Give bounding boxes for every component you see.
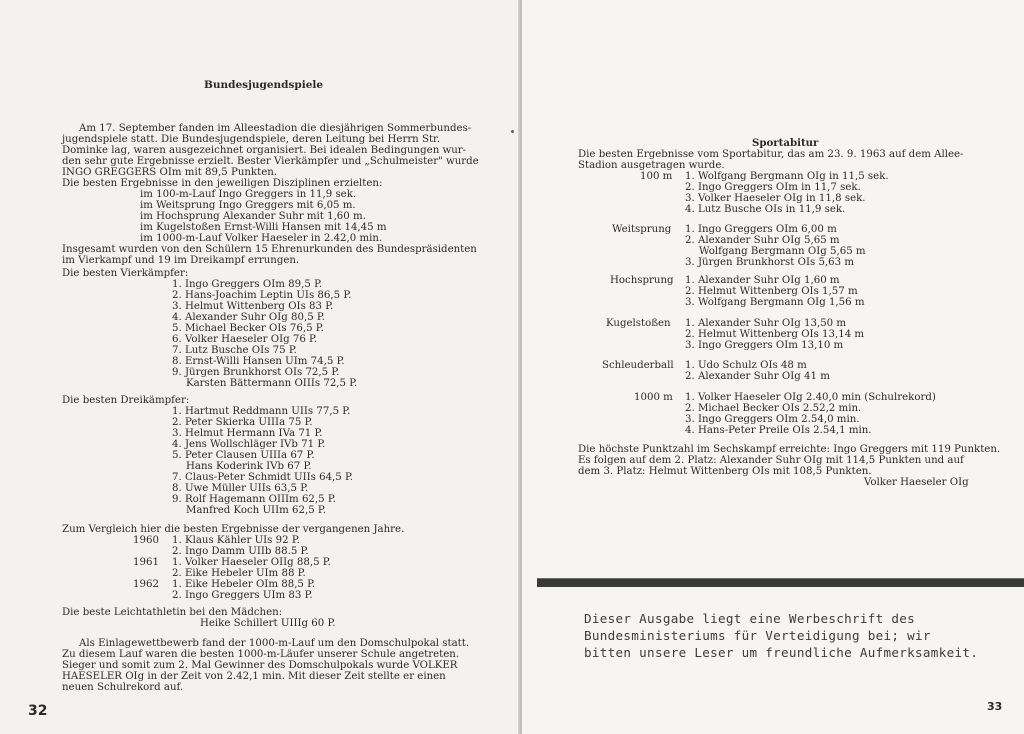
event-result: 3. Jürgen Brunkhorst OIs 5,63 m (685, 257, 855, 268)
right-page (522, 0, 1024, 734)
sport-closing-line: dem 3. Platz: Helmut Wittenberg OIs mit 108,5 Punkten. (578, 466, 872, 477)
intro-line: jugendspiele statt. Die Bundesjugendspiele, deren Leitung bei Herrn Str. (62, 134, 441, 145)
intro-line: Am 17. September fanden im Alleestadion die diesjährigen Sommerbundes- (79, 123, 472, 134)
sport-intro-line: Stadion ausgetragen wurde. (578, 160, 725, 171)
vierkampf-entry: 4. Alexander Suhr OIg 80,5 P. (172, 312, 325, 323)
event-name: 100 m (640, 171, 673, 182)
summary-line: im Vierkampf und 19 im Dreikampf errungen. (62, 255, 300, 266)
event-name: Weitsprung (612, 224, 672, 235)
sport-closing-line: Es folgen auf dem 2. Platz: Alexander Suhr OIg mit 114,5 Punkten und auf (578, 455, 964, 466)
sport-closing-line: Die höchste Punktzahl im Sechskampf erreichte: Ingo Greggers mit 119 Punkten. (578, 444, 1001, 455)
event-result: 1. Volker Haeseler OIg 2.40,0 min (Schulrekord) (685, 392, 936, 403)
event-name: Hochsprung (610, 275, 674, 286)
event-result: 4. Lutz Busche OIs in 11,9 sek. (685, 204, 846, 215)
vierkampf-entry: 7. Lutz Busche OIs 75 P. (172, 345, 297, 356)
vierkampf-entry: 6. Volker Haeseler OIg 76 P. (172, 334, 318, 345)
vergleich-entry: 1. Eike Hebeler OIm 88,5 P. (172, 579, 316, 590)
dreikampf-entry: 9. Rolf Hagemann OIIIm 62,5 P. (172, 494, 336, 505)
event-result: 2. Helmut Wittenberg OIs 1,57 m (685, 286, 858, 297)
dreikampf-entry: 4. Jens Wollschläger IVb 71 P. (172, 439, 326, 450)
notice-line: Dieser Ausgabe liegt eine Werbeschrift des (584, 611, 916, 626)
intro-line: INGO GREGGERS OIm mit 89,5 Punkten. (62, 167, 278, 178)
event-name: 1000 m (634, 392, 673, 403)
closing-line: HAESELER OIg in der Zeit von 2.42,1 min. Mit dieser Zeit stellte er einen (62, 671, 446, 682)
event-name: Kugelstoßen (606, 318, 671, 329)
closing-line: Als Einlagewettbewerb fand der 1000-m-Lauf um den Domschulpokal statt. (79, 638, 470, 649)
binding-mark (511, 130, 514, 133)
dreikampf-entry: 2. Peter Skierka UIIIa 75 P. (172, 417, 313, 428)
vergleich-year: 1960 (133, 535, 159, 546)
left-title: Bundesjugendspiele (204, 79, 324, 91)
event-result: 1. Udo Schulz OIs 48 m (685, 360, 807, 371)
vierkampf-heading: Die besten Vierkämpfer: (62, 268, 189, 279)
notice-line: Bundesministeriums für Verteidigung bei; wir (584, 628, 931, 643)
event-result: 2. Alexander Suhr OIg 5,65 m (685, 235, 840, 246)
vergleich-entry: 2. Ingo Greggers UIm 83 P. (172, 590, 313, 601)
vierkampf-entry: 5. Michael Becker OIs 76,5 P. (172, 323, 324, 334)
closing-line: neuen Schulrekord auf. (62, 682, 184, 693)
vierkampf-entry: 8. Ernst-Willi Hansen UIm 74,5 P. (172, 356, 345, 367)
leichtathletin-heading: Die beste Leichtathletin bei den Mädchen: (62, 607, 283, 618)
summary-line: Insgesamt wurden von den Schülern 15 Ehrenurkunden des Bundespräsidenten (62, 244, 477, 255)
closing-line: Sieger und somit zum 2. Mal Gewinner des Domschulpokals wurde VOLKER (62, 660, 458, 671)
dreikampf-entry: Manfred Koch UIIm 62,5 P. (186, 505, 326, 516)
dreikampf-entry: 7. Claus-Peter Schmidt UIIs 64,5 P. (172, 472, 354, 483)
discipline-line: im Hochsprung Alexander Suhr mit 1,60 m. (140, 211, 366, 222)
notice-line: bitten unsere Leser um freundliche Aufmerksamkeit. (584, 645, 979, 660)
event-result: 3. Wolfgang Bergmann OIg 1,56 m (685, 297, 865, 308)
discipline-line: im Kugelstoßen Ernst-Willi Hansen mit 14,45 m (140, 222, 387, 233)
page-number: 32 (28, 703, 48, 719)
event-result: 4. Hans-Peter Preile OIs 2.54,1 min. (685, 425, 872, 436)
dreikampf-entry: 3. Helmut Hermann IVa 71 P. (172, 428, 323, 439)
discipline-line: im 1000-m-Lauf Volker Haeseler in 2.42,0 min. (140, 233, 383, 244)
right-title: Sportabitur (752, 137, 819, 149)
discipline-line: im Weitsprung Ingo Greggers mit 6,05 m. (140, 200, 356, 211)
closing-line: Zu diesem Lauf waren die besten 1000-m-Läufer unserer Schule angetreten. (62, 649, 460, 660)
dreikampf-entry: 1. Hartmut Reddmann UIIs 77,5 P. (172, 406, 351, 417)
dreikampf-entry: 8. Uwe Müller UIIs 63,5 P. (172, 483, 309, 494)
vergleich-entry: 1. Klaus Kähler UIs 92 P. (172, 535, 300, 546)
vierkampf-entry: 9. Jürgen Brunkhorst OIs 72,5 P. (172, 367, 340, 378)
vergleich-year: 1962 (133, 579, 159, 590)
vergleich-year: 1961 (133, 557, 159, 568)
page-number: 33 (987, 700, 1003, 713)
vergleich-entry: 2. Eike Hebeler UIm 88 P. (172, 568, 306, 579)
event-result: 3. Ingo Greggers OIm 2.54,0 min. (685, 414, 860, 425)
intro-line: Die besten Ergebnisse in den jeweiligen Disziplinen erzielten: (62, 178, 383, 189)
event-name: Schleuderball (602, 360, 674, 371)
event-result: 1. Alexander Suhr OIg 1,60 m (685, 275, 840, 286)
vergleich-entry: 1. Volker Haeseler OIIg 88,5 P. (172, 557, 331, 568)
vierkampf-entry: 3. Helmut Wittenberg OIs 83 P. (172, 301, 334, 312)
vergleich-entry: 2. Ingo Damm UIIb 88.5 P. (172, 546, 309, 557)
event-result: 2. Ingo Greggers OIm in 11,7 sek. (685, 182, 861, 193)
event-result: 1. Wolfgang Bergmann OIg in 11,5 sek. (685, 171, 889, 182)
discipline-line: im 100-m-Lauf Ingo Greggers in 11,9 sek. (140, 189, 357, 200)
event-result: 2. Helmut Wittenberg OIs 13,14 m (685, 329, 865, 340)
event-result: 3. Volker Haeseler OIg in 11,8 sek. (685, 193, 866, 204)
event-result: 3. Ingo Greggers OIm 13,10 m (685, 340, 844, 351)
sport-intro-line: Die besten Ergebnisse vom Sportabitur, das am 23. 9. 1963 auf dem Allee- (578, 149, 964, 160)
dreikampf-entry: Hans Koderink IVb 67 P. (186, 461, 312, 472)
vergleich-heading: Zum Vergleich hier die besten Ergebnisse der vergangenen Jahre. (62, 524, 405, 535)
event-result: Wolfgang Bergmann OIg 5,65 m (699, 246, 866, 257)
intro-line: den sehr gute Ergebnisse erzielt. Bester Vierkämpfer und „Schulmeister" wurde (62, 156, 479, 167)
dreikampf-entry: 5. Peter Clausen UIIIa 67 P. (172, 450, 315, 461)
vierkampf-entry: 1. Ingo Greggers OIm 89,5 P. (172, 279, 323, 290)
event-result: 2. Alexander Suhr OIg 41 m (685, 371, 830, 382)
dreikampf-heading: Die besten Dreikämpfer: (62, 395, 190, 406)
author-signature: Volker Haeseler OIg (864, 477, 969, 488)
event-result: 1. Alexander Suhr OIg 13,50 m (685, 318, 847, 329)
leichtathletin-entry: Heike Schillert UIIIg 60 P. (200, 618, 336, 629)
vierkampf-entry: 2. Hans-Joachim Leptin UIs 86,5 P. (172, 290, 352, 301)
separator-bar (537, 578, 1024, 587)
intro-line: Dominke lag, waren ausgezeichnet organisiert. Bei idealen Bedingungen wur- (62, 145, 467, 156)
event-result: 2. Michael Becker OIs 2.52,2 min. (685, 403, 862, 414)
event-result: 1. Ingo Greggers OIm 6,00 m (685, 224, 837, 235)
vierkampf-entry: Karsten Bättermann OIIIs 72,5 P. (186, 378, 358, 389)
